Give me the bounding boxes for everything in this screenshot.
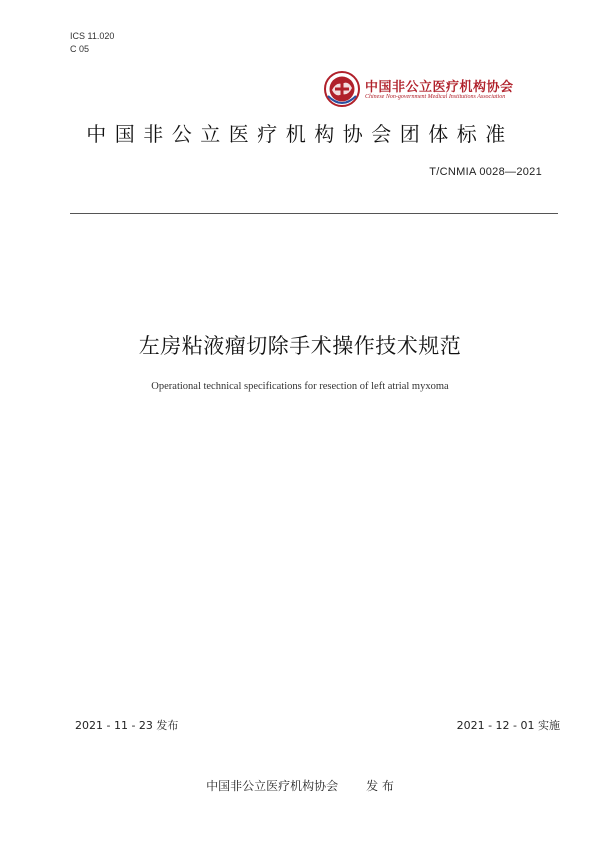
- association-emblem-icon: [323, 70, 361, 108]
- standard-code: T/CNMIA 0028—2021: [429, 166, 542, 178]
- implement-date: 2021 - 12 - 01 实施: [456, 719, 560, 732]
- ics-code: ICS 11.020: [70, 31, 115, 41]
- header-divider: [70, 213, 558, 214]
- association-logo: [323, 70, 533, 110]
- document-subtitle: Operational technical specifications for resection of left atrial myxoma: [151, 381, 449, 392]
- logo-name-cn: 中国非公立医疗机构协会: [365, 80, 514, 95]
- issuer-action: 发 布: [366, 779, 394, 793]
- logo-name-en: Chinese Non-government Medical Institutions Association: [365, 94, 506, 100]
- document-title: 左房粘液瘤切除手术操作技术规范: [138, 334, 462, 358]
- classification-block: [70, 30, 114, 56]
- ccs-code: C 05: [70, 44, 90, 54]
- standard-title: 中国非公立医疗机构协会团体标准: [86, 122, 514, 146]
- issuer-name: 中国非公立医疗机构协会: [206, 779, 339, 793]
- issuer-line: [0, 777, 600, 794]
- publish-date: 2021 - 11 - 23 发布: [75, 719, 179, 732]
